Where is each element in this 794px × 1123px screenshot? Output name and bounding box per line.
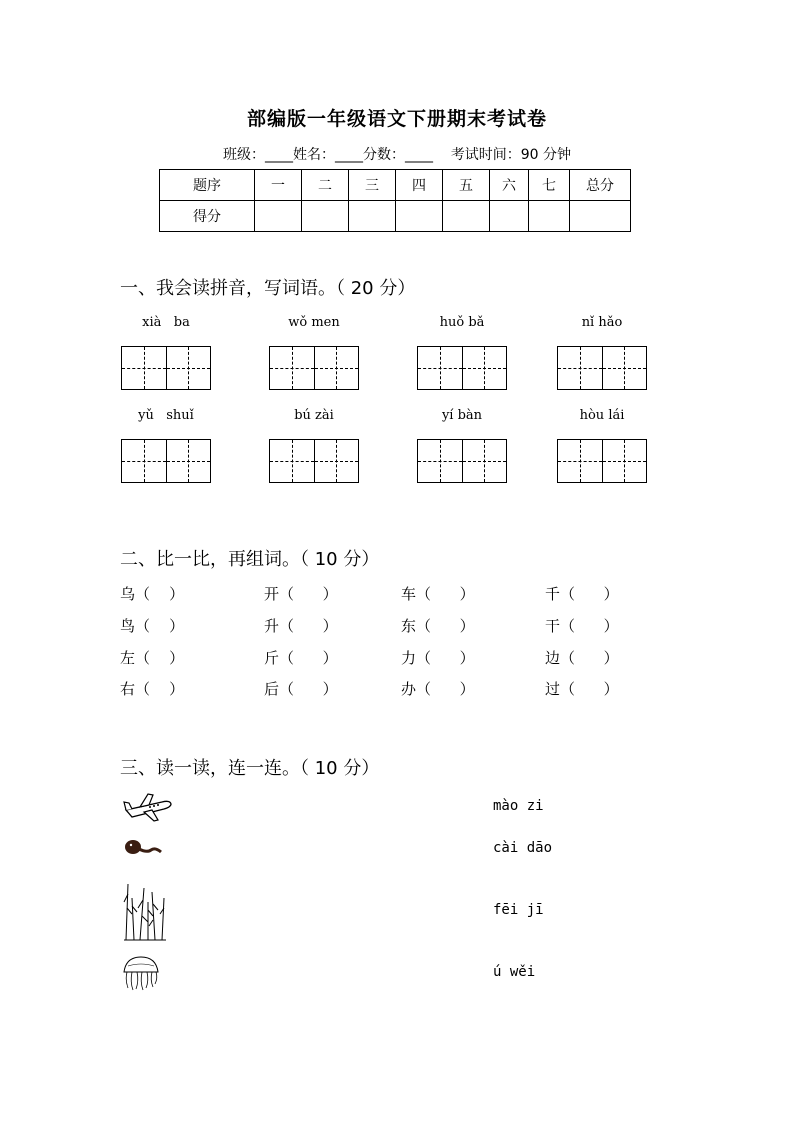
score-entry-cell[interactable] <box>302 201 349 232</box>
compare-item[interactable]: 干（ ） <box>545 617 619 635</box>
pinyin-label: xià ba <box>142 315 190 330</box>
pinyin-label: hòu lái <box>579 408 625 423</box>
score-header-cell: 总分 <box>570 170 631 201</box>
compare-item[interactable]: 千（ ） <box>545 585 619 603</box>
compare-item[interactable]: 右（ ） <box>120 680 185 698</box>
score-entry-cell[interactable] <box>529 201 570 232</box>
pinyin-label: yǔ shuǐ <box>138 408 194 423</box>
section1-title: 一、我会读拼音，写词语。（ 20 分） <box>120 278 416 299</box>
writing-grid[interactable] <box>417 439 507 483</box>
score-entry-cell[interactable] <box>490 201 529 232</box>
tadpole-icon[interactable] <box>123 836 163 862</box>
jellyfish-icon[interactable] <box>120 954 162 992</box>
match-pinyin-label[interactable]: cài dāo <box>493 840 553 856</box>
page-title: 部编版一年级语文下册期末考试卷 <box>246 108 547 130</box>
score-table-score-row <box>160 201 631 232</box>
score-header-cell: 三 <box>349 170 396 201</box>
score-header-cell: 六 <box>490 170 529 201</box>
grass-icon[interactable] <box>122 880 168 942</box>
airplane-icon[interactable] <box>122 790 174 824</box>
score-header-cell: 一 <box>255 170 302 201</box>
compare-item[interactable]: 升（ ） <box>264 617 338 635</box>
compare-item[interactable]: 东（ ） <box>401 617 475 635</box>
compare-item[interactable]: 开（ ） <box>264 585 338 603</box>
compare-item[interactable]: 过（ ） <box>545 680 619 698</box>
compare-item[interactable]: 边（ ） <box>545 649 619 667</box>
writing-grid[interactable] <box>417 346 507 390</box>
score-entry-cell[interactable] <box>570 201 631 232</box>
pinyin-label: huǒ bǎ <box>439 315 485 330</box>
writing-grid[interactable] <box>557 439 647 483</box>
score-entry-cell[interactable] <box>396 201 443 232</box>
writing-grid[interactable] <box>557 346 647 390</box>
writing-grid[interactable] <box>269 439 359 483</box>
score-row-label: 得分 <box>160 201 255 232</box>
pinyin-label: wǒ men <box>288 315 340 330</box>
writing-grid[interactable] <box>269 346 359 390</box>
compare-item[interactable]: 左（ ） <box>120 649 185 667</box>
compare-item[interactable]: 办（ ） <box>401 680 475 698</box>
score-header-cell: 四 <box>396 170 443 201</box>
writing-grid[interactable] <box>121 439 211 483</box>
compare-item[interactable]: 鸟（ ） <box>120 617 185 635</box>
match-pinyin-label[interactable]: mào zi <box>493 798 544 814</box>
score-header-cell: 五 <box>443 170 490 201</box>
score-header-cell: 七 <box>529 170 570 201</box>
score-entry-cell[interactable] <box>255 201 302 232</box>
compare-item[interactable]: 乌（ ） <box>120 585 185 603</box>
score-header-cell: 二 <box>302 170 349 201</box>
section3-title: 三、读一读，连一连。（ 10 分） <box>120 758 380 779</box>
writing-grid[interactable] <box>121 346 211 390</box>
student-info-line: 班级：____姓名：____分数：____ 考试时间：90 分钟 <box>222 147 572 163</box>
score-entry-cell[interactable] <box>443 201 490 232</box>
compare-item[interactable]: 斤（ ） <box>264 649 338 667</box>
pinyin-label: bú zài <box>294 408 334 423</box>
pinyin-label: yí bàn <box>441 408 483 423</box>
score-entry-cell[interactable] <box>349 201 396 232</box>
compare-item[interactable]: 车（ ） <box>401 585 475 603</box>
compare-item[interactable]: 力（ ） <box>401 649 475 667</box>
score-header-cell: 题序 <box>160 170 255 201</box>
section2-title: 二、比一比，再组词。（ 10 分） <box>120 549 380 570</box>
pinyin-label: nǐ hǎo <box>581 315 623 330</box>
score-table <box>159 169 631 232</box>
match-pinyin-label[interactable]: fēi jī <box>493 902 544 918</box>
compare-item[interactable]: 后（ ） <box>264 680 338 698</box>
match-pinyin-label[interactable]: ú wěi <box>493 964 536 980</box>
score-table-header-row <box>160 170 631 201</box>
